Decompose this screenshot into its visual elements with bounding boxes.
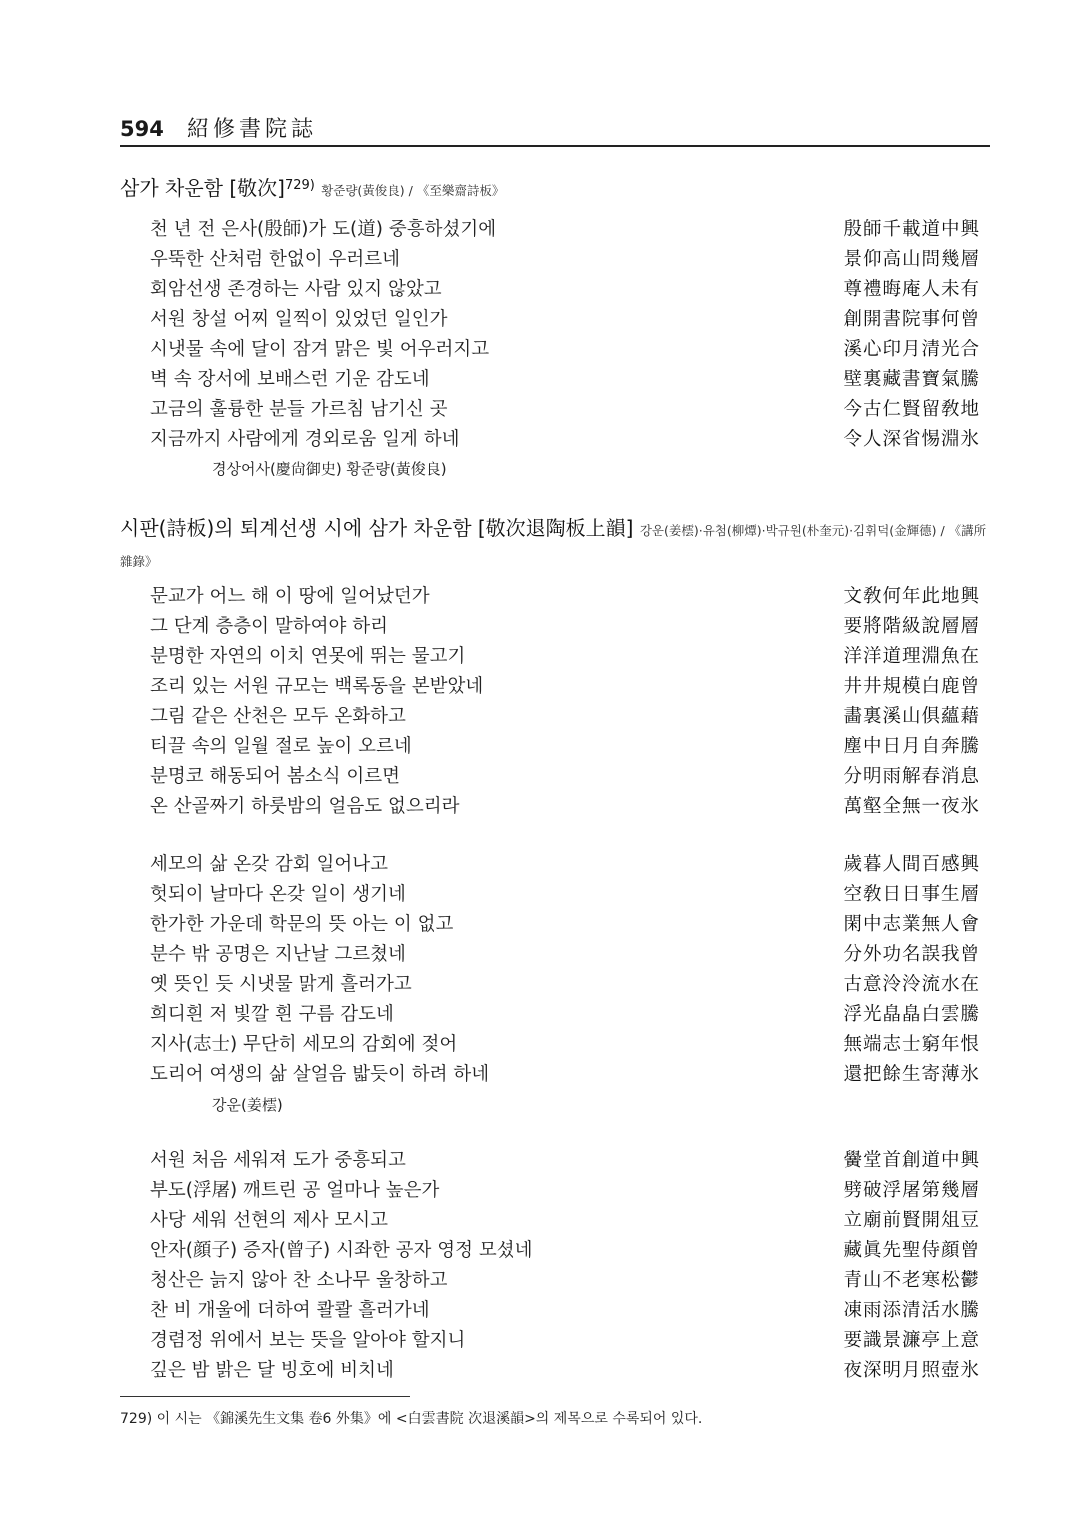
chinese-line: 塵中日月自奔騰	[843, 736, 980, 757]
poem-line	[150, 335, 980, 365]
chinese-line: 青山不老寒松鬱	[843, 1270, 980, 1291]
chinese-line: 閑中志業無人會	[843, 914, 980, 935]
korean-line: 도리어 여생의 삶 살얼음 밟듯이 하려 하네	[150, 1064, 490, 1085]
chinese-line: 古意泠泠流水在	[843, 974, 980, 995]
chinese-line: 分明雨解春消息	[843, 766, 980, 787]
section2-stanza3	[150, 1146, 980, 1386]
poem-line	[150, 1266, 980, 1296]
korean-line: 우뚝한 산처럼 한없이 우러르네	[150, 249, 400, 270]
section1-author: 경상어사(慶尙御史) 황준량(黃俊良)	[212, 460, 447, 478]
chinese-line: 創開書院事何曾	[843, 309, 980, 330]
chinese-line: 劈破浮屠第幾層	[843, 1180, 980, 1201]
poem-line	[150, 1146, 980, 1176]
korean-line: 천 년 전 은사(殷師)가 도(道) 중흥하셨기에	[150, 219, 497, 240]
footnote-729: 729) 이 시는 《錦溪先生文集 卷6 外集》에 <白雲書院 次退溪韻>의 제목으로 수록되어 있다.	[120, 1411, 703, 1427]
korean-line: 한가한 가운데 학문의 뜻 아는 이 없고	[150, 914, 454, 935]
section2-title	[120, 514, 1000, 576]
chinese-line: 要將階級說層層	[843, 616, 980, 637]
korean-line: 그림 같은 산천은 모두 온화하고	[150, 706, 406, 727]
korean-line: 경렴정 위에서 보는 뜻을 알아야 할지니	[150, 1330, 466, 1351]
korean-line: 분수 밖 공명은 지난날 그르쳤네	[150, 944, 406, 965]
poem-line	[150, 365, 980, 395]
poem-line	[150, 642, 980, 672]
chinese-line: 尊禮晦庵人未有	[843, 279, 980, 300]
section2-attribution-cont: 雜錄》	[120, 554, 158, 569]
section2-stanza1	[150, 582, 980, 822]
poem-line	[150, 850, 980, 880]
chinese-line: 景仰高山問幾層	[843, 249, 980, 270]
korean-line: 문교가 어느 해 이 땅에 일어났던가	[150, 586, 430, 607]
poem-line	[150, 215, 980, 245]
poem-line	[150, 275, 980, 305]
korean-line: 청산은 늙지 않아 찬 소나무 울창하고	[150, 1270, 448, 1291]
chinese-line: 溪心印月清光合	[843, 339, 980, 360]
section1-poem	[150, 215, 980, 455]
korean-line: 사당 세워 선현의 제사 모시고	[150, 1210, 388, 1231]
poem-line	[150, 1326, 980, 1356]
footnote-rule	[120, 1396, 410, 1397]
chinese-line: 萬壑全無一夜氷	[843, 796, 980, 817]
korean-line: 희디흰 저 빛깔 흰 구름 감도네	[150, 1004, 394, 1025]
poem-line	[150, 762, 980, 792]
poem-line	[150, 970, 980, 1000]
poem-line	[150, 395, 980, 425]
chinese-line: 藏眞先聖侍顔曾	[843, 1240, 980, 1261]
chinese-line: 無端志士窮年恨	[843, 1034, 980, 1055]
running-header	[120, 112, 990, 144]
poem-line	[150, 1296, 980, 1326]
poem-line	[150, 732, 980, 762]
chinese-line: 空敎日日事生層	[843, 884, 980, 905]
poem-line	[150, 612, 980, 642]
header-rule	[120, 145, 990, 147]
chinese-line: 壁裏藏書寶氣騰	[843, 369, 980, 390]
poem-line	[150, 702, 980, 732]
chinese-line: 今古仁賢留敎地	[843, 399, 980, 420]
korean-line: 지사(志士) 무단히 세모의 감회에 젖어	[150, 1034, 458, 1055]
poem-line	[150, 305, 980, 335]
chinese-line: 黌堂首創道中興	[843, 1150, 980, 1171]
page-number: 594	[120, 117, 164, 141]
korean-line: 부도(浮屠) 깨트린 공 얼마나 높은가	[150, 1180, 440, 1201]
korean-line: 고금의 훌륭한 분들 가르침 남기신 곳	[150, 399, 448, 420]
korean-line: 조리 있는 서원 규모는 백록동을 본받았네	[150, 676, 484, 697]
book-title: 紹修書院誌	[186, 117, 317, 142]
poem-line	[150, 1060, 980, 1090]
poem-line	[150, 672, 980, 702]
chinese-line: 分外功名誤我曾	[843, 944, 980, 965]
chinese-line: 立廟前賢開俎豆	[843, 1210, 980, 1231]
korean-line: 온 산골짜기 하룻밤의 얼음도 없으리라	[150, 796, 460, 817]
korean-line: 회암선생 존경하는 사람 있지 않았고	[150, 279, 442, 300]
poem-line	[150, 1000, 980, 1030]
chinese-line: 畵裏溪山俱蘊藉	[843, 706, 980, 727]
chinese-line: 井井規模白鹿曾	[843, 676, 980, 697]
chinese-line: 浮光皛皛白雲騰	[843, 1004, 980, 1025]
poem-line	[150, 880, 980, 910]
korean-line: 시냇물 속에 달이 잠겨 맑은 빛 어우러지고	[150, 339, 490, 360]
korean-line: 옛 뜻인 듯 시냇물 맑게 흘러가고	[150, 974, 412, 995]
korean-line: 지금까지 사람에게 경외로움 일게 하네	[150, 429, 460, 450]
section1-title-zh: [敬次]	[229, 176, 285, 200]
korean-line: 찬 비 개울에 더하여 콸콸 흘러가네	[150, 1300, 430, 1321]
poem-line	[150, 425, 980, 455]
korean-line: 헛되이 날마다 온갖 일이 생기네	[150, 884, 406, 905]
footnote-ref: 729)	[284, 178, 315, 193]
stanza2-author: 강운(姜橒)	[212, 1096, 283, 1114]
chinese-line: 要識景濂亭上意	[843, 1330, 980, 1351]
chinese-line: 文敎何年此地興	[843, 586, 980, 607]
korean-line: 세모의 삶 온갖 감회 일어나고	[150, 854, 388, 875]
section2-title-ko: 시판(詩板)의 퇴계선생 시에 삼가 차운함	[120, 516, 472, 540]
korean-line: 분명한 자연의 이치 연못에 뛰는 물고기	[150, 646, 466, 667]
chinese-line: 夜深明月照壺氷	[843, 1360, 980, 1381]
section1-title-ko: 삼가 차운함	[120, 176, 223, 200]
section2-title-zh: [敬次退陶板上韻]	[477, 516, 634, 540]
chinese-line: 殷師千載道中興	[843, 219, 980, 240]
chinese-line: 凍雨添清活水騰	[843, 1300, 980, 1321]
korean-line: 서원 처음 세워져 도가 중흥되고	[150, 1150, 406, 1171]
section2-attribution: 강운(姜橒)·유첨(柳燂)·박규원(朴奎元)·김휘덕(金輝德) / 《講所	[639, 523, 987, 538]
poem-line	[150, 1176, 980, 1206]
korean-line: 벽 속 장서에 보배스런 기운 감도네	[150, 369, 430, 390]
poem-line	[150, 1236, 980, 1266]
section2-stanza2	[150, 850, 980, 1090]
korean-line: 안자(顔子) 증자(曾子) 시좌한 공자 영정 모셨네	[150, 1240, 533, 1261]
chinese-line: 令人深省惕淵氷	[843, 429, 980, 450]
poem-line	[150, 1030, 980, 1060]
korean-line: 서원 창설 어찌 일찍이 있었던 일인가	[150, 309, 448, 330]
poem-line	[150, 910, 980, 940]
section1-attribution: 황준량(黃俊良) / 《至樂齋詩板》	[321, 183, 505, 198]
chinese-line: 還把餘生寄薄氷	[843, 1064, 980, 1085]
korean-line: 분명코 해동되어 봄소식 이르면	[150, 766, 400, 787]
poem-line	[150, 245, 980, 275]
korean-line: 그 단계 층층이 말하여야 하리	[150, 616, 388, 637]
poem-line	[150, 582, 980, 612]
poem-line	[150, 1206, 980, 1236]
chinese-line: 洋洋道理淵魚在	[843, 646, 980, 667]
korean-line: 깊은 밤 밝은 달 빙호에 비치네	[150, 1360, 394, 1381]
poem-line	[150, 792, 980, 822]
poem-line	[150, 1356, 980, 1386]
chinese-line: 歲暮人間百感興	[843, 854, 980, 875]
korean-line: 티끌 속의 일월 절로 높이 오르네	[150, 736, 412, 757]
poem-line	[150, 940, 980, 970]
section1-title	[120, 172, 1000, 201]
